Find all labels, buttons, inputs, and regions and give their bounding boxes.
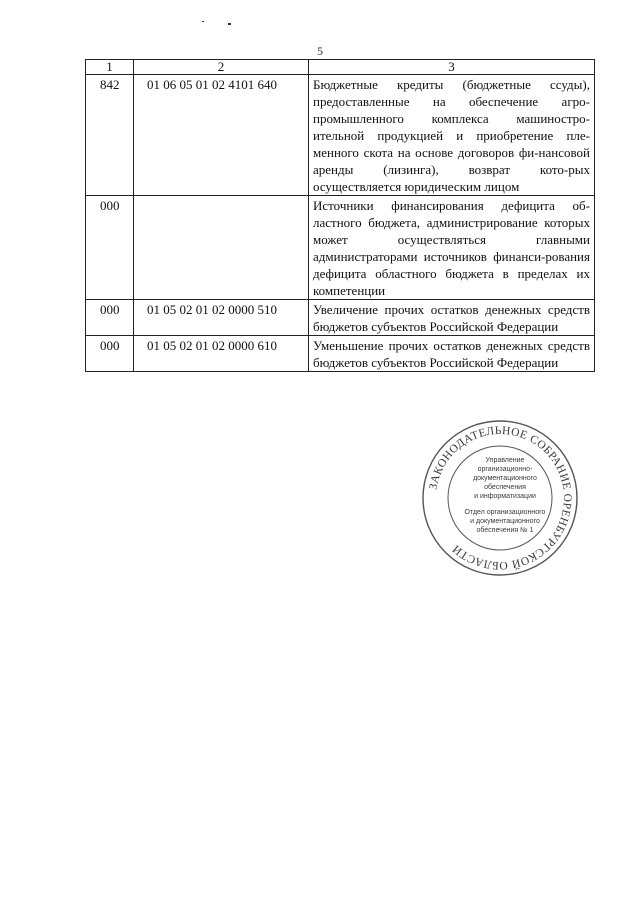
description-cell: Увеличение прочих остатков денежных средств бюджетов субъектов Российской Федерации (309, 300, 595, 336)
table-row (86, 196, 595, 300)
administrator-code-cell: 000 (86, 336, 134, 372)
seal-inner-text (465, 457, 546, 534)
table-row (86, 75, 595, 196)
seal-graphic (420, 418, 580, 578)
svg-text:организационно-: организационно- (477, 466, 533, 473)
table-row (86, 300, 595, 336)
administrator-code-cell: 842 (86, 75, 134, 196)
svg-text:документационного: документационного (473, 475, 537, 482)
classification-code-cell: 01 05 02 01 02 0000 610 (134, 336, 309, 372)
svg-text:Управление: Управление (485, 457, 525, 464)
classification-code-cell: 01 06 05 01 02 4101 640 (134, 75, 309, 196)
table-row (86, 336, 595, 372)
scan-speck (228, 23, 231, 25)
budget-sources-table (85, 59, 595, 372)
svg-text:Отдел организационного: Отдел организационного (464, 509, 546, 516)
classification-code-cell: 01 05 02 01 02 0000 510 (134, 300, 309, 336)
table-header-row (86, 60, 595, 75)
column-header-2: 2 (134, 60, 309, 75)
description-cell: Бюджетные кредиты (бюджетные ссуды), предоставленные на обеспечение агро-промышленного комплекса машиностро-ительной продукцией и приобретение пле-менного скота на основе договоров фи-нансовой аренды (лизинга), возврат кото-рых осуществляется юридическим лицом (309, 75, 595, 196)
column-header-3: 3 (309, 60, 595, 75)
seal-ring-text: ЗАКОНОДАТЕЛЬНОЕ СОБРАНИЕ ОРЕНБУРГСКОЙ ОБЛАСТИ (427, 424, 574, 572)
administrator-code-cell: 000 (86, 196, 134, 300)
classification-code-cell (134, 196, 309, 300)
svg-text:и информатизации: и информатизации (474, 493, 536, 500)
page-number: 5 (317, 44, 323, 58)
svg-text:обеспечения: обеспечения (484, 484, 526, 491)
column-header-1: 1 (86, 60, 134, 75)
description-cell: Уменьшение прочих остатков денежных средств бюджетов субъектов Российской Федерации (309, 336, 595, 372)
administrator-code-cell: 000 (86, 300, 134, 336)
scan-speck (202, 21, 204, 22)
svg-text:обеспечения № 1: обеспечения № 1 (476, 527, 534, 534)
official-seal-stamp (420, 418, 580, 578)
description-cell: Источники финансирования дефицита об-ластного бюджета, администрирование которых может осуществляться главными администраторами источников финанси-рования дефицита областного бюджета в пределах их компетенции (309, 196, 595, 300)
svg-text:и документационного: и документационного (470, 518, 540, 525)
